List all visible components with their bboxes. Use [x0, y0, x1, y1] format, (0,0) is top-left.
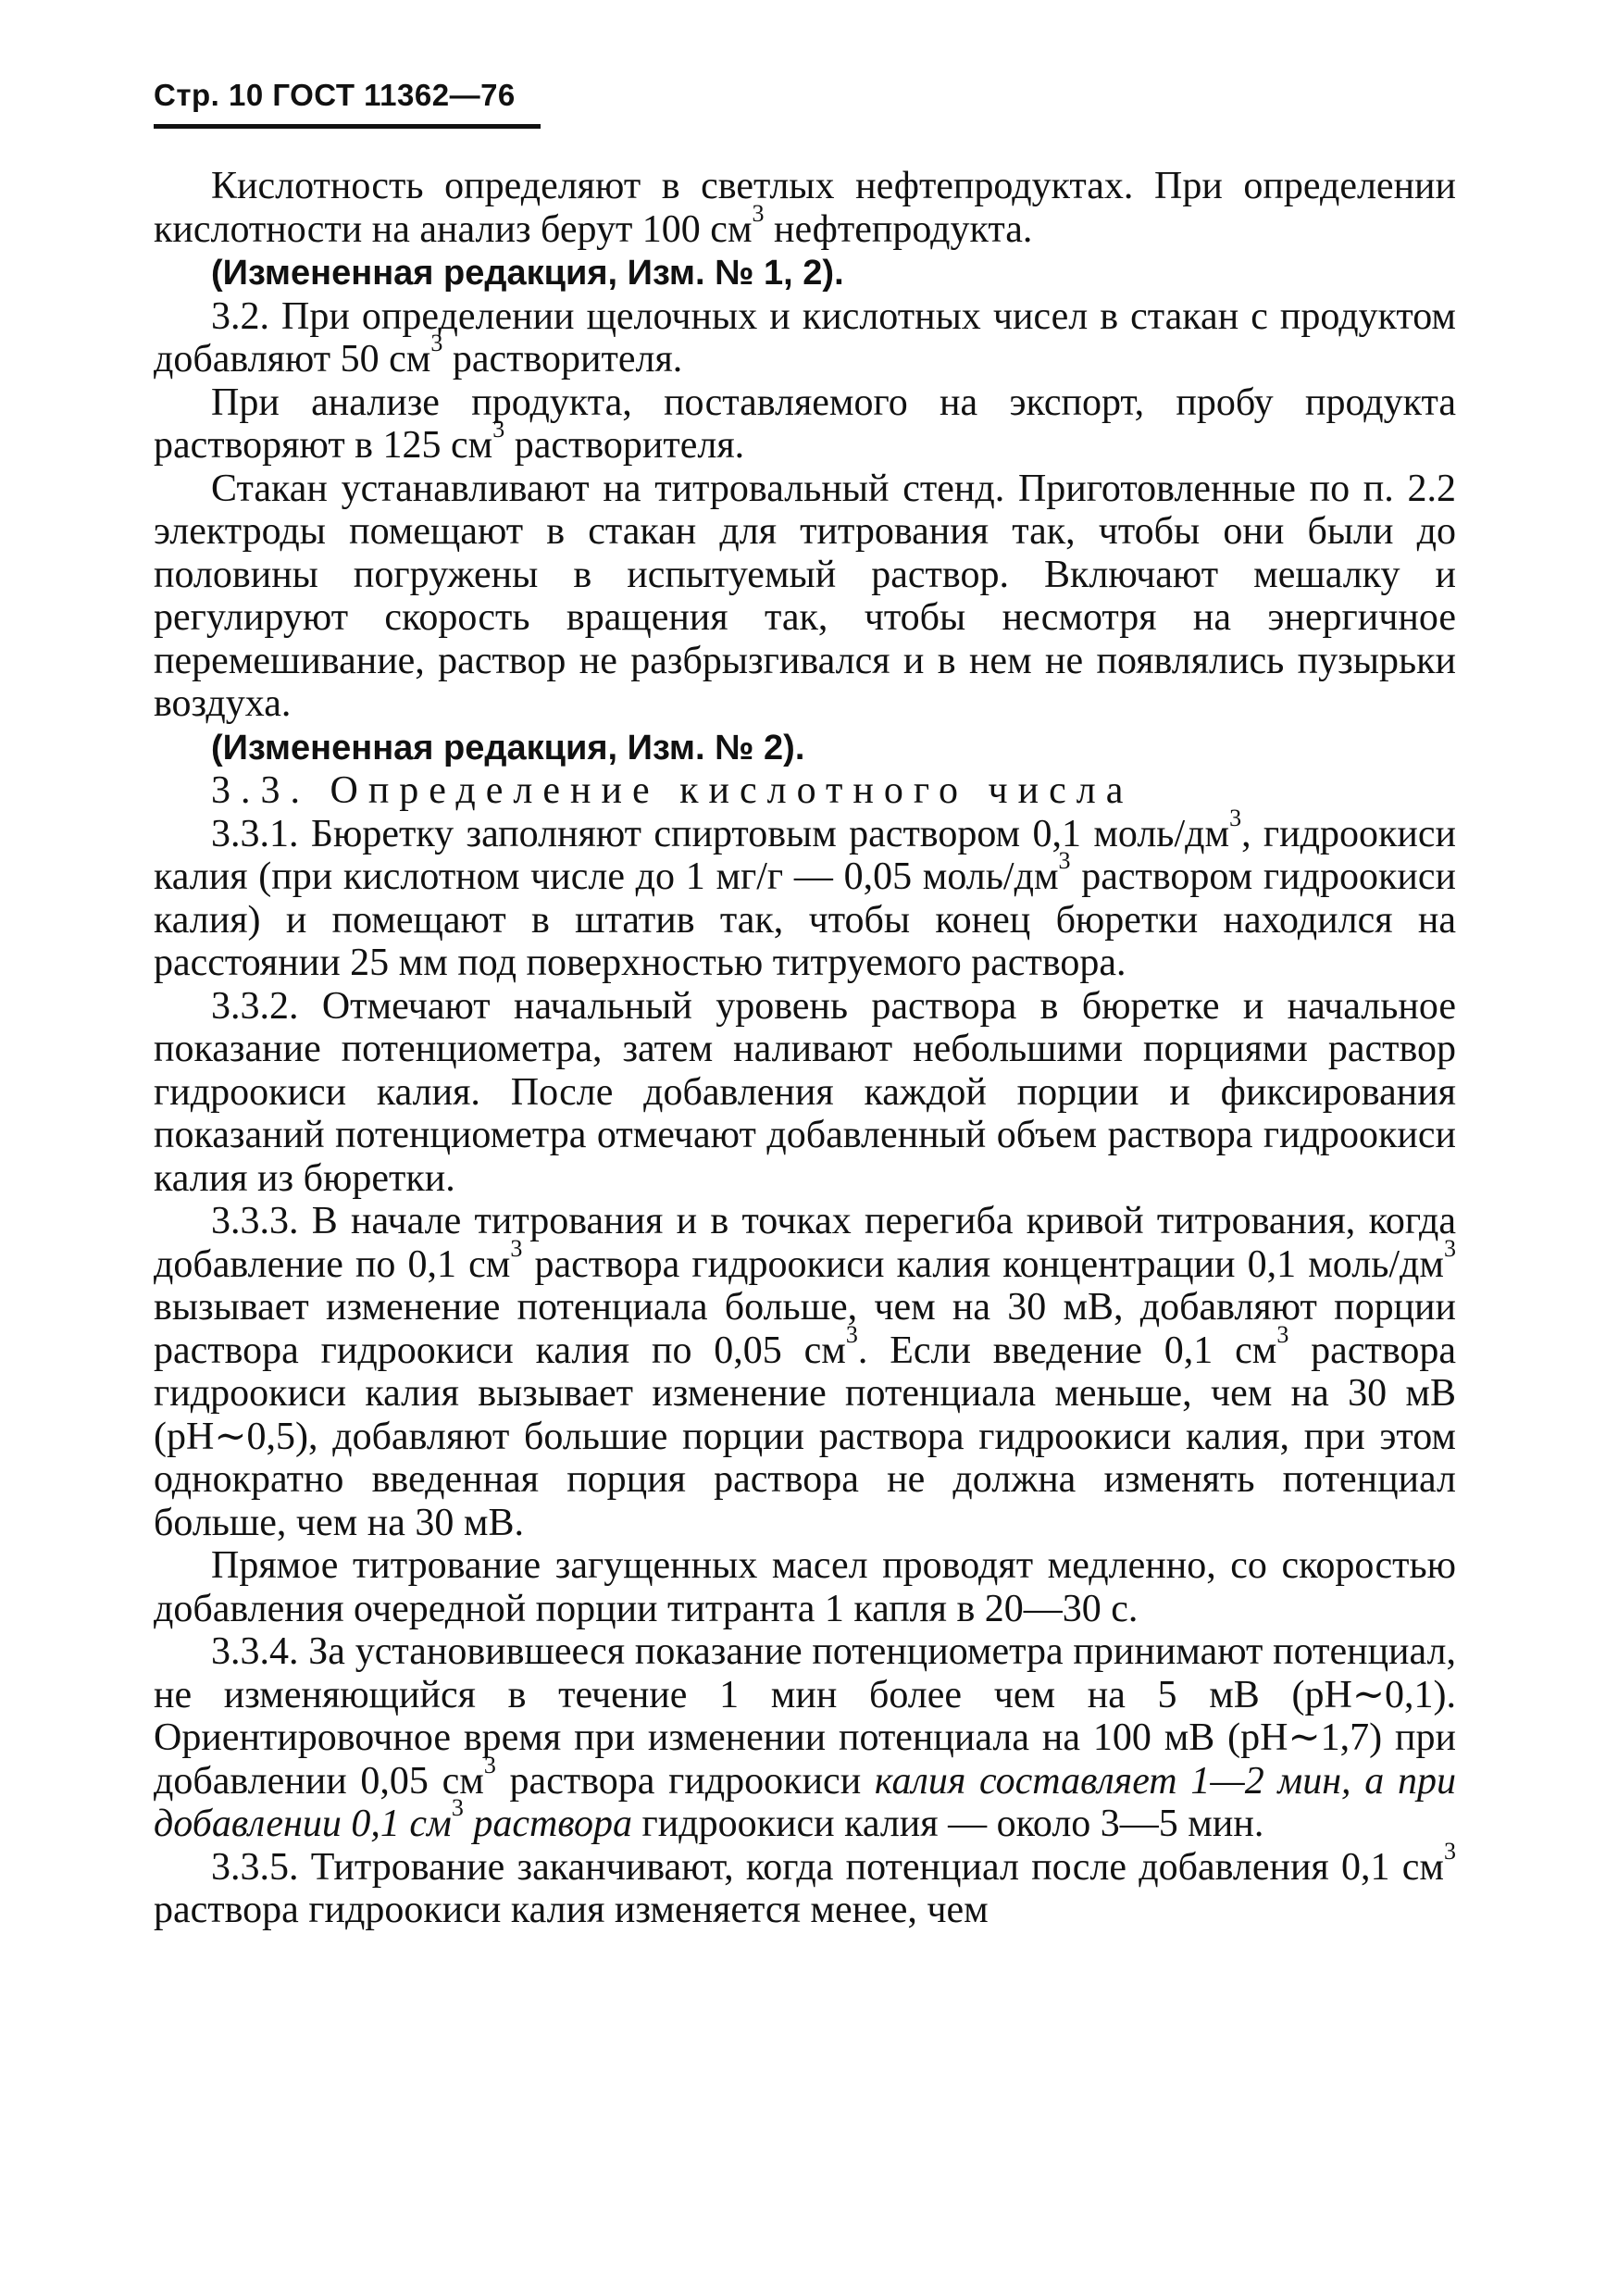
text: раствора гидроокиси калия изменяется менее, чем — [154, 1889, 989, 1931]
paragraph-stand: Стакан устанавливают на титровальный стенд. Приготовленные по п. 2.2 электроды помещают в стакан для титрования так, чтобы они были до половины погружены в испытуемый раствор. Включают мешалку и регулируют скорость вращения так, чтобы несмотря на энергичное перемешивание, раствор не разбрызгивался и в нем не появлялись пузырьки воздуха. — [154, 467, 1456, 725]
text: вызывает изменение потенциала больше, чем на 30 мВ, добавляют порции раствора гидроокиси калия по 0,05 см — [154, 1286, 1456, 1372]
superscript: 3 — [1276, 1320, 1289, 1348]
document-body — [154, 165, 1456, 1932]
amendment-text: (Измененная редакция, Изм. № 2). — [211, 728, 805, 767]
text: , гидроокиси калия (при кислотном числе до 1 мг/г — 0,05 моль/дм — [154, 812, 1456, 898]
superscript: 3 — [492, 415, 505, 443]
superscript: 3 — [1058, 846, 1071, 874]
paragraph-3-3-3 — [154, 1200, 1456, 1544]
paragraph-export — [154, 381, 1456, 468]
header-rule — [154, 124, 541, 129]
italic-text: раствора — [463, 1803, 632, 1845]
superscript: 3 — [1229, 804, 1242, 831]
paragraph-3-3-1 — [154, 804, 1456, 985]
text: нефтепродукта. — [764, 207, 1033, 251]
text: раствора гидроокиси — [495, 1759, 875, 1803]
paragraph-3-2 — [154, 295, 1456, 381]
text: растворителя. — [504, 424, 745, 467]
text: 3.3.5. Титрование заканчивают, когда потенциал после добавления 0,1 см — [211, 1845, 1444, 1889]
superscript: 3 — [1444, 1234, 1456, 1262]
section-heading-3-3 — [154, 769, 1456, 813]
text: гидроокиси калия — около 3—5 мин. — [632, 1803, 1264, 1845]
paragraph-acidity — [154, 165, 1456, 251]
text: 3.2. При определении щелочных и кислотных чисел в стакан с продуктом добавляют 50 см — [154, 294, 1456, 381]
paragraph-3-3-4 — [154, 1630, 1456, 1846]
text: При анализе продукта, поставляемого на экспорт, пробу продукта растворяют в 125 см — [154, 381, 1456, 467]
text: растворителя. — [442, 338, 683, 381]
text: Кислотность определяют в светлых нефтепродуктах. При определении кислотности на анализ берут 100 см — [154, 165, 1456, 251]
paragraph-3-3-2: 3.3.2. Отмечают начальный уровень раствора в бюретке и начальное показание потенциометра, затем наливают небольшими порциями раствор гидроокиси калия. После добавления каждой порции и фиксирования показаний потенциометра отмечают добавленный объем раствора гидроокиси калия из бюретки. — [154, 984, 1456, 1200]
italic-text: калия составляет 1—2 мин, а при добавлении 0,1 см — [154, 1759, 1456, 1845]
superscript: 3 — [1444, 1837, 1456, 1865]
superscript: 3 — [752, 199, 765, 227]
paragraph-thick-oils: Прямое титрование загущенных масел проводят медленно, со скоростью добавления очередной порции титранта 1 капля в 20—30 с. — [154, 1544, 1456, 1630]
amendment-note-1 — [154, 251, 1456, 295]
amendment-text: (Измененная редакция, Изм. № 1, 2). — [211, 254, 844, 293]
amendment-note-2 — [154, 726, 1456, 770]
text: раствором гидроокиси калия) и помещают в штатив так, чтобы конец бюретки находился на расстоянии 25 мм под поверхностью титруемого раствора. — [154, 855, 1456, 984]
text: 3.3.3. В начале титрования и в точках перегиба кривой титрования, когда добавление по 0,1 см — [154, 1200, 1456, 1286]
superscript: 3 — [510, 1234, 523, 1262]
superscript: 3 — [430, 329, 443, 356]
text: 3.3.4. За установившееся показание потенциометра принимают потенциал, не изменяющийся в течение 1 мин более чем на 5 мВ (рН∼0,1). Ориентировочное время при изменении потенциала на 100 мВ (рН∼1,7) при добавлении 0,05 см — [154, 1630, 1456, 1803]
superscript: 3 — [845, 1320, 858, 1348]
text: . Если введение 0,1 см — [857, 1329, 1277, 1372]
paragraph-3-3-5 — [154, 1837, 1456, 1932]
superscript: 3 — [451, 1793, 464, 1821]
page-header: Стр. 10 ГОСТ 11362—76 — [154, 78, 516, 112]
text: раствора гидроокиси калия концентрации 0,1 моль/дм — [522, 1242, 1444, 1286]
text: раствора гидроокиси калия вызывает изменение потенциала меньше, чем на 30 мВ (рН∼0,5), добавляют большие порции раствора гидроокиси калия, при этом однократно введенная порция раствора не должна изменять потенциал больше, чем на 30 мВ. — [154, 1329, 1456, 1544]
heading-text: 3.3. Определение кислотного числа — [211, 769, 1134, 812]
superscript: 3 — [483, 1751, 496, 1778]
text: 3.3.1. Бюретку заполняют спиртовым раствором 0,1 моль/дм — [211, 812, 1230, 855]
